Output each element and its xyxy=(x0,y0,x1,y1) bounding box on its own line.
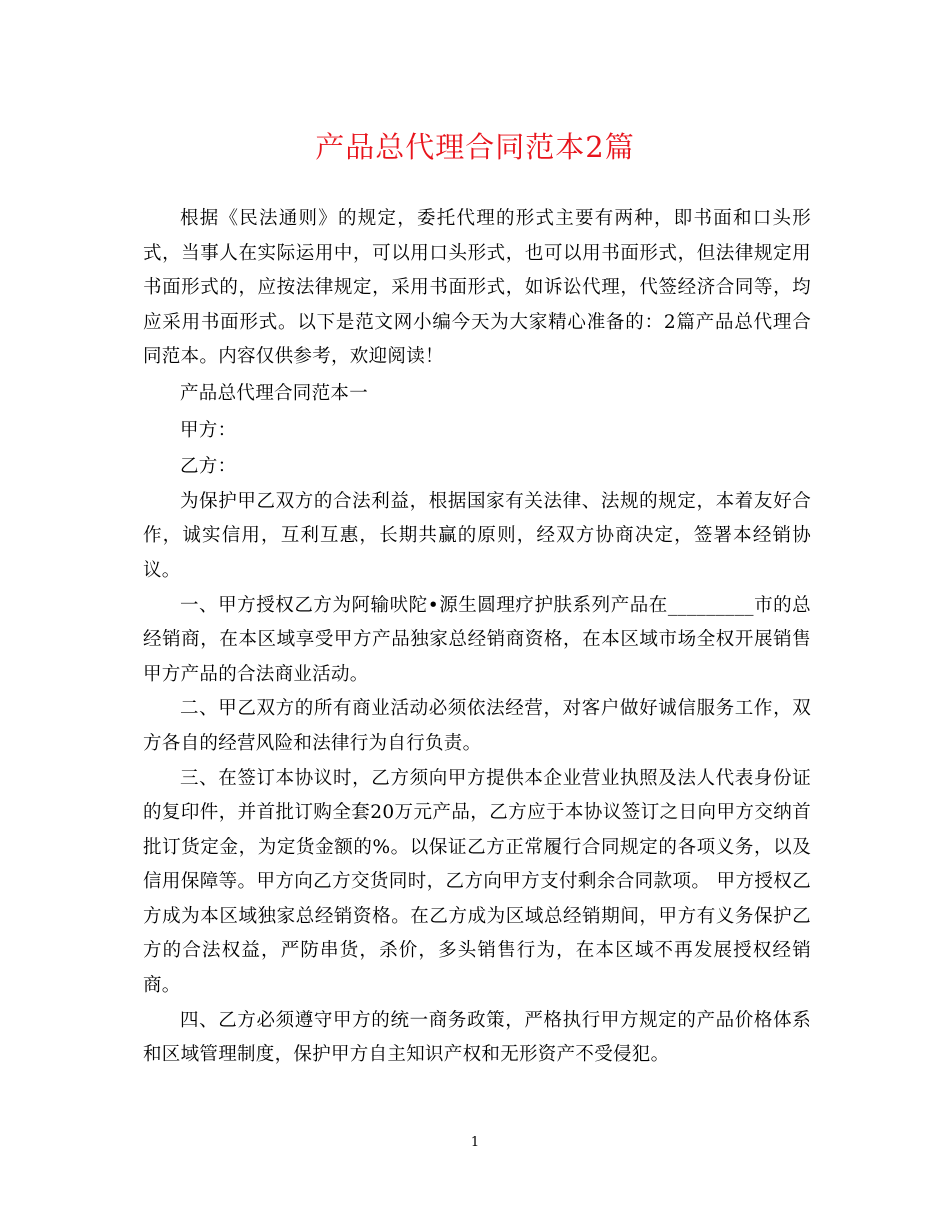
party-b-line: 乙方： xyxy=(180,456,237,478)
clause-2-paragraph: 二、甲乙双方的所有商业活动必须依法经营，对客户做好诚信服务工作，双方各自的经营风险和法律行为自行负责。 xyxy=(143,698,811,754)
preamble-paragraph: 为保护甲乙双方的合法利益，根据国家有关法律、法规的规定，本着友好合作，诚实信用，互利互惠，长期共赢的原则，经双方协商决定，签署本经销协议。 xyxy=(143,490,811,581)
document-title: 产品总代理合同范本2篇 xyxy=(315,130,635,164)
document-body xyxy=(143,202,811,1073)
clause-4-paragraph: 四、乙方必须遵守甲方的统一商务政策，严格执行甲方规定的产品价格体系和区域管理制度，保护甲方自主知识产权和无形资产不受侵犯。 xyxy=(143,1009,811,1066)
clause-1-paragraph: 一、甲方授权乙方为阿输吠陀•源生圆理疗护肤系列产品在_________市的总经销商，在本区域享受甲方产品独家总经销商资格，在本区域市场全权开展销售甲方产品的合法商业活动。 xyxy=(143,594,811,685)
intro-paragraph: 根据《民法通则》的规定，委托代理的形式主要有两种，即书面和口头形式，当事人在实际运用中，可以用口头形式，也可以用书面形式，但法律规定用书面形式的，应按法律规定，采用书面形式，如诉讼代理，代签经济合同等，均应采用书面形式。以下是范文网小编今天为大家精心准备的：2篇产品总代理合同范本。内容仅供参考，欢迎阅读！ xyxy=(143,208,811,368)
page-number: 1 xyxy=(470,1135,480,1150)
section-heading: 产品总代理合同范本一 xyxy=(180,382,369,404)
party-a-line: 甲方： xyxy=(180,419,237,441)
clause-3-paragraph: 三、在签订本协议时，乙方须向甲方提供本企业营业执照及法人代表身份证的复印件，并首批订购全套20万元产品，乙方应于本协议签订之日向甲方交纳首批订货定金，为定货金额的%。以保证乙方正常履行合同规定的各项义务，以及信用保障等。甲方向乙方交货同时，乙方向甲方支付剩余合同款项。 甲方授权乙方成为本区域独家总经销资格。在乙方成为区域总经销期间，甲方有义务保护乙方的合法权益，严防串货，杀价，多头销售行为，在本区域不再发展授权经销商。 xyxy=(143,767,811,997)
